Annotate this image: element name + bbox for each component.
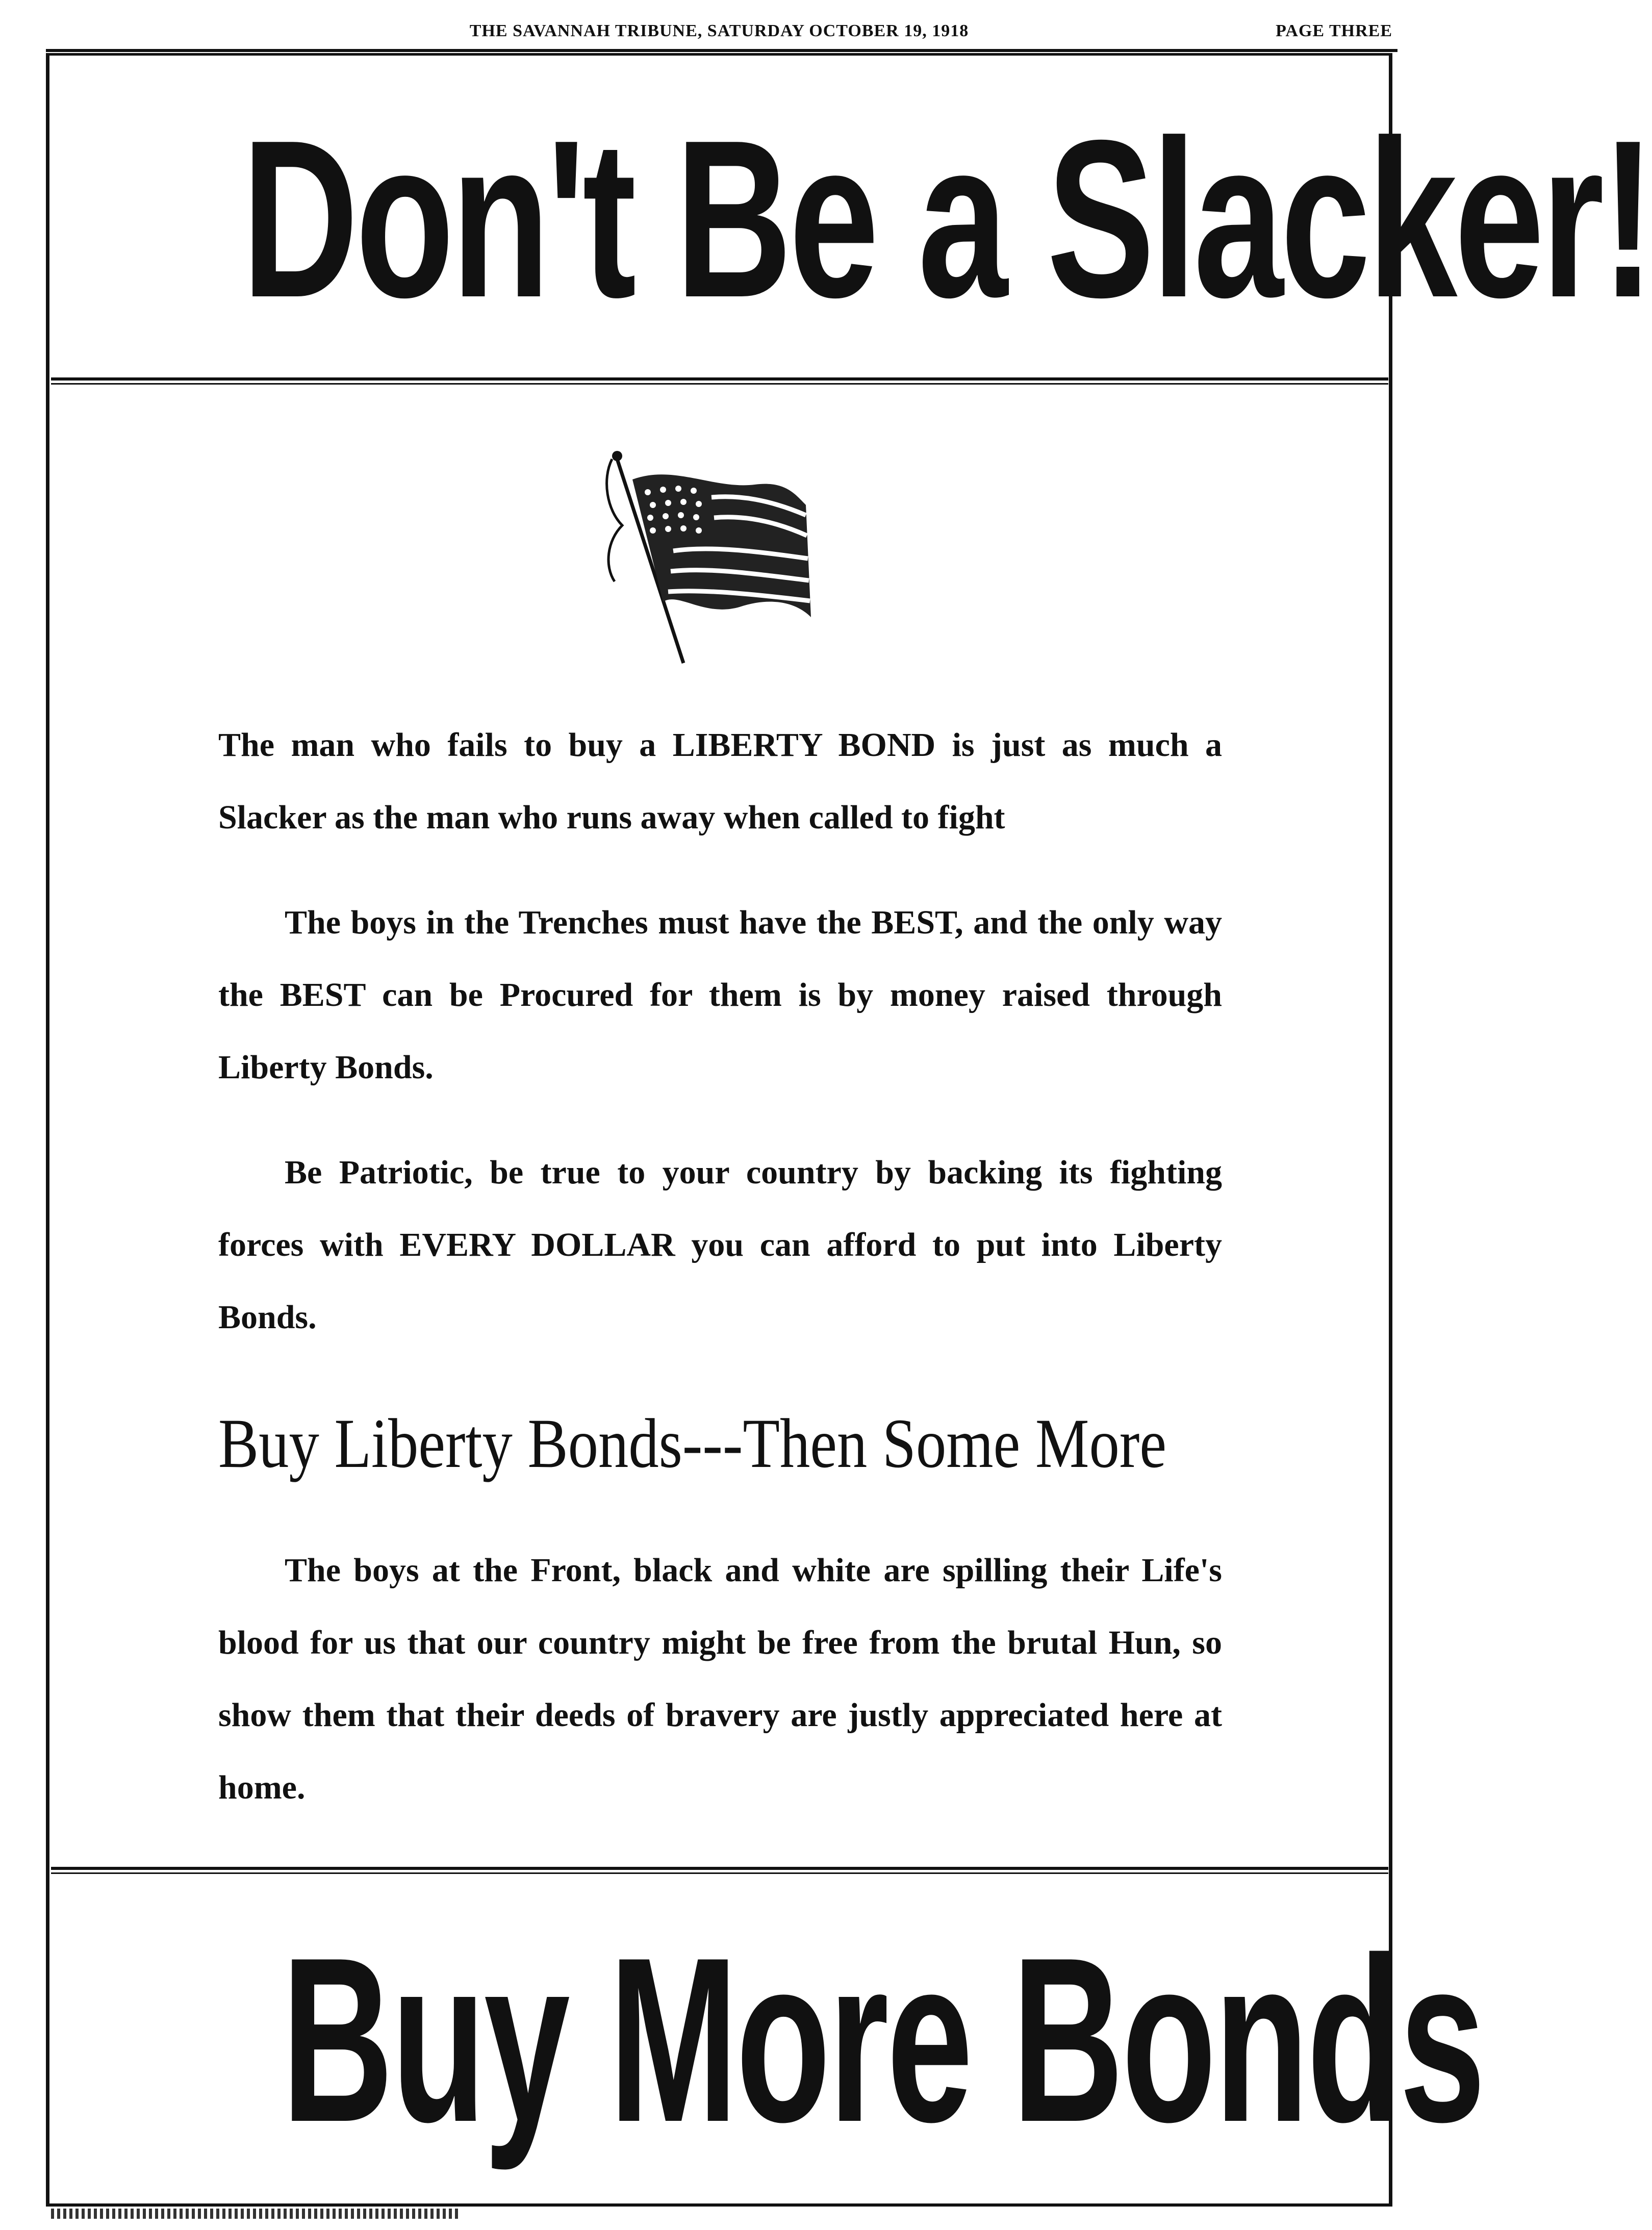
american-flag-icon	[602, 449, 816, 673]
ad-paragraph-1: The man who fails to buy a LIBERTY BOND is just as much a Slacker as the man who runs away when called to fight	[218, 726, 1222, 836]
ad-subhead: Buy Liberty Bonds---Then Some More	[218, 1404, 1167, 1482]
bottom-rule	[46, 2203, 1392, 2207]
masthead-dateline: THE SAVANNAH TRIBUNE, SATURDAY OCTOBER 19, 1918	[469, 21, 969, 40]
masthead	[46, 21, 1392, 45]
bottom-border-strip	[51, 2209, 459, 2219]
footer-headline: Buy More Bonds	[281, 1909, 1484, 2171]
ad-paragraph-2: The boys in the Trenches must have the BEST, and the only way the BEST can be Procured for them is by money raised through Liberty Bonds.	[218, 904, 1222, 1086]
divider-rule-bottom	[51, 1867, 1388, 1874]
ad-closing-paragraph: The boys at the Front, black and white are spilling their Life's blood for us that our country might be free from the brutal Hun, so show them that their deeds of bravery are justly appreciated here at home.	[218, 1552, 1222, 1806]
divider-rule-top	[51, 377, 1388, 385]
top-rule	[46, 49, 1397, 52]
advertisement-frame	[46, 53, 1652, 2206]
page-number: PAGE THREE	[1276, 21, 1392, 40]
ad-headline: Don't Be a Slacker!	[241, 94, 1652, 344]
ad-paragraph-3: Be Patriotic, be true to your country by backing its fighting forces with EVERY DOLLAR you can afford to put into Liberty Bonds.	[218, 1154, 1222, 1336]
